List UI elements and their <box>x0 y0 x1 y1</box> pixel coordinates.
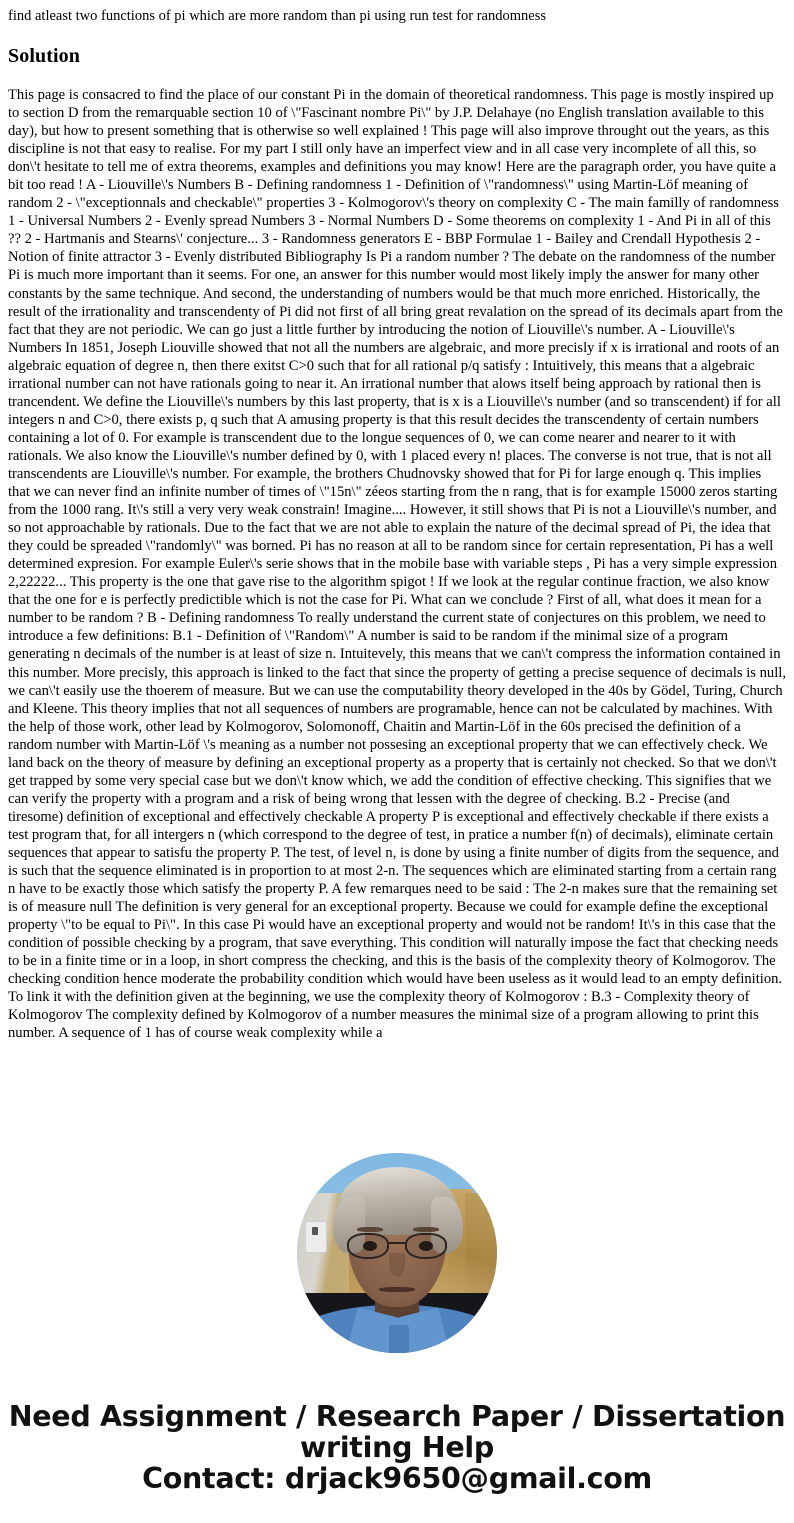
promo-contact-email: Contact: drjack9650@gmail.com <box>142 1462 652 1495</box>
photo-eyebrow-right <box>413 1227 439 1232</box>
promo-line-1: Need Assignment / Research Paper / Dissertation <box>8 1400 786 1433</box>
photo-mouth <box>379 1287 415 1292</box>
photo-light-switch <box>305 1221 327 1253</box>
question-text: find atleast two functions of pi which are more random than pi using run test for randomness <box>8 8 546 24</box>
photo-glasses-bridge <box>389 1242 405 1244</box>
promo-line-2: writing Help <box>300 1431 494 1464</box>
photo-wood-panel-far-right <box>465 1193 497 1303</box>
photo-eyebrow-left <box>357 1227 383 1232</box>
photo-tie <box>389 1325 409 1353</box>
photo-nose <box>389 1253 405 1277</box>
avatar <box>297 1153 497 1353</box>
promo-banner <box>0 1401 794 1494</box>
avatar-container <box>297 1153 497 1353</box>
answer-body-container <box>0 86 794 1123</box>
solution-heading: Solution <box>8 45 80 67</box>
photo-eye-left <box>363 1241 377 1251</box>
photo-eye-right <box>419 1241 433 1251</box>
answer-body-text: This page is consacred to find the place of our constant Pi in the domain of theoretical randomness. This page is mostly inspired up to section D from the remarquable section 10 of \"Fascinant nombre Pi\" by J.P. Delahaye (no English translation available to this day), but how to present something that is otherwise so well explained ! This page will also improve throught out the years, as this discipline is not that easy to realise. For my part I still only have an imperfect view and in all case very incomplete of all this, so don\'t hesitate to tell me of extra theorems, examples and definitions you may know! Here are the paragraph order, you have quite a bit too read ! A - Liouville\'s Numbers B - Defining randomness 1 - Definition of \"randomness\" using Martin-Löf meaning of random 2 - \"exceptionnals and checkable\" properties 3 - Kolmogorov\'s theory on complexity C - The main familly of randomness 1 - Universal Numbers 2 - Evenly spread Numbers 3 - Normal Numbers D - Some theorems on complexity 1 - And Pi in all of this ?? 2 - Hartmanis and Stearns\' conjecture... 3 - Randomness generators E - BBP Formulae 1 - Bailey and Crendall Hypothesis 2 - Notion of finite attractor 3 - Evenly distributed Bibliography Is Pi a random number ? The debate on the randomness of the number Pi is much more important than it seems. For one, an answer for this number would most likely imply the answer for many other constants by the same technique. And second, the understanding of numbers would be that much more enriched. Historically, the result of the irrationality and transcendenty of Pi did not first of all bring great revalation on the spread of its decimals apart from the fact that they are not periodic. We can go just a little further by introducing the notion of Liouville\'s number. A - Liouville\'s Numbers In 1851, Joseph Liouville showed that not all the numbers are algebraic, and more precisly if x is irrational and roots of an algebraic equation of degree n, then there exitst C>0 such that for all rational p/q satisfy : Intuitively, this means that a algebraic irrational number can not have rationals going to near it. An irrational number that alows itself being approach by rational then is trancendent. We define the Liouville\'s numbers by this last property, that is x is a Liouville\'s number (and so transcendent) if for all integers n and C>0, there exists p, q such that A amusing property is that this result decides the transcendenty of certain numbers containing a lot of 0. For example is transcendent due to the longue sequences of 0, we can come nearer and nearer to it with rationals. We also know the Liouville\'s number defined by 0, with 1 placed every n! places. The converse is not true, that is not all transcendents are Liouville\'s number. For example, the brothers Chudnovsky showed that for Pi for large enough q. This implies that we can never find an infinite number of times of \"15n\" zéeos starting from the n rang, that is for example 15000 zeros starting from the 1000 rang. It\'s still a very very weak constrain! Imagine.... However, it still shows that Pi is not a Liouville\'s number, and so not approachable by rationals. Due to the fact that we are not able to explain the nature of the decimal spread of Pi, the idea that they could be spreaded \"randomly\" was borned. Pi has no reason at all to be random since for certain representation, Pi has a well determined expresion. For example Euler\'s serie shows that in the mobile base with variable steps , Pi has a very simple expression 2,22222... This property is the one that gave rise to the algorithm spigot ! If we look at the regular continue fraction, we also know that the one for e is perfectly predictible which is not the case for Pi. What can we conclude ? First of all, what does it mean for a number to be random ? B - Defining randomness To really understand the current state of conjectures on this problem, we need to introduce a few definitions: B.1 - Definition of \"Random\" A number is said to be random if the minimal size of a program generating n decimals of the number is at least of size n. Intuitevely, this means that we can\'t compress the information contained in this number. More precisly, this approach is linked to the fact that since the property of getting a precise sequence of decimals is null, we can\'t easily use the thoerem of measure. But we can use the computability theory developed in the 40s by Gödel, Turing, Church and Kleene. This theory implies that not all sequences of numbers are programable, hence can not be calculated by machines. With the help of those work, other lead by Kolmogorov, Solomonoff, Chaitin and Martin-Löf in the 60s precised the definition of a random number with Martin-Löf \'s meaning as a number not possesing an exceptional property that we can effectively check. We land back on the theory of measure by defining an exceptional property as a property that is certainly not checked. So that we don\'t get trapped by some very special case but we don\'t know which, we add the condition of effective checking. This signifies that we can verify the property with a program and a risk of being wrong that lessen with the degree of checking. B.2 - Precise (and tiresome) definition of exceptional and effectively checkable A property P is exceptional and effectively checkable if there exists a test program that, for all intergers n (which correspond to the degree of test, in pratice a number f(n) of decimals), eliminate certain sequences that appear to satisfu the property P. The test, of level n, is done by using a finite number of digits from the sequence, and is such that the sequence eliminated is in proportion to at most 2-n. The sequences which are eliminated starting from a certain rang n have to be exactly those which satisfy the property P. A few remarques need to be said : The 2-n makes sure that the remaining set is of measure null The definition is very general for an exceptional property. Because we could for example define the exceptional property \"to be equal to Pi\". In this case Pi would have an exceptional property and would not be random! It\'s in this case that the condition of possible checking by a program, that save everything. This condition will naturally impose the fact that checking needs to be in a finite time or in a loop, in short compress the checking, and this is the basis of the complexity theory of Kolmogorov. The checking condition hence moderate the probability condition which would have been useless as it would lead to an empty definition. To link it with the definition given at the beginning, we use the complexity theory of Kolmogorov : B.3 - Complexity theory of Kolmogorov The complexity defined by Kolmogorov of a number measures the minimal size of a program allowing to print this number. A sequence of 1 has of course weak complexity while a <box>8 87 786 1042</box>
